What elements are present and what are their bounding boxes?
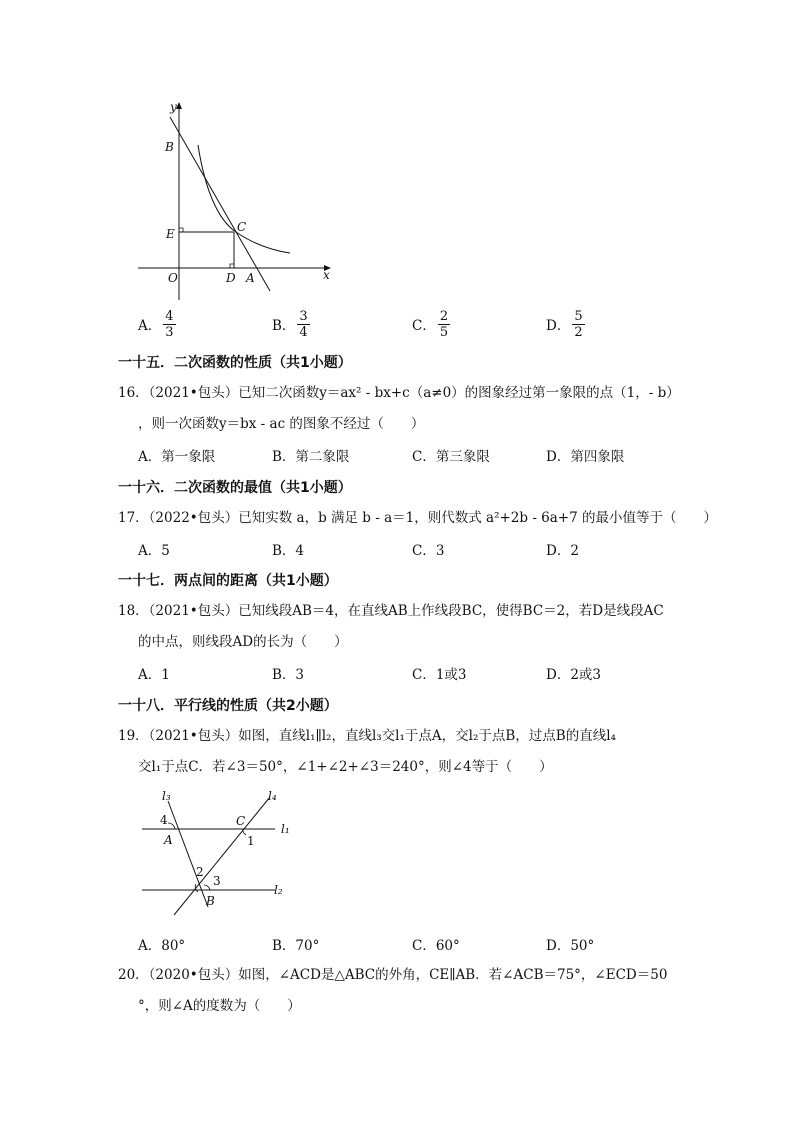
- angle-arc-2: [195, 884, 198, 892]
- angle-arc-4: [168, 823, 175, 829]
- q20-line1: 20．（2020•包头）如图，∠ACD是△ABC的外角，CE∥AB．若∠ACB＝75°，∠ECD＝50: [118, 967, 668, 983]
- label-3: 3: [213, 874, 221, 888]
- label-l2: l₂: [274, 883, 283, 897]
- section-heading-16: 一十六．二次函数的最值（共1小题）: [118, 480, 352, 496]
- label-a2: A: [164, 833, 173, 847]
- label-c2: C: [236, 814, 246, 828]
- q18-option-a[interactable]: A．1: [138, 667, 170, 683]
- right-angle-mark-d: [230, 264, 234, 268]
- q17-option-c[interactable]: C．3: [412, 543, 445, 559]
- q18-option-d[interactable]: D．2或3: [546, 667, 602, 683]
- q18-options: [138, 663, 698, 683]
- label-l1: l₁: [281, 822, 290, 836]
- q19-option-c[interactable]: C．60°: [412, 938, 460, 954]
- label-l3: l₃: [162, 789, 171, 803]
- q19-option-d[interactable]: D．50°: [546, 938, 595, 954]
- q18-line2: 的中点，则线段AD的长为（ ）: [138, 634, 348, 650]
- label-o: O: [168, 271, 178, 285]
- line-l3: [168, 801, 208, 907]
- q17-option-b[interactable]: B．4: [272, 543, 305, 559]
- label-2: 2: [196, 865, 204, 879]
- q19-option-b[interactable]: B．70°: [272, 938, 320, 954]
- q19-option-a[interactable]: A．80°: [138, 938, 186, 954]
- section-heading-15: 一十五．二次函数的性质（共1小题）: [118, 355, 352, 371]
- section-heading-18: 一十八．平行线的性质（共2小题）: [118, 698, 338, 714]
- hyperbola-curve: [198, 145, 290, 253]
- section-heading-17: 一十七．两点间的距离（共1小题）: [118, 573, 338, 589]
- label-d: D: [226, 271, 236, 285]
- q16-option-c[interactable]: C．第三象限: [412, 449, 490, 465]
- label-x: x: [323, 268, 330, 282]
- q18-option-c[interactable]: C．1或3: [412, 667, 467, 683]
- q17-options: [138, 539, 698, 559]
- q15-option-b[interactable]: B． $\frac{3}{4}$: [272, 308, 308, 340]
- q15-option-c[interactable]: C． $\frac{2}{5}$: [412, 308, 449, 340]
- angle-arc-3: [204, 885, 210, 890]
- label-1: 1: [247, 834, 255, 848]
- q18-option-b[interactable]: B．3: [272, 667, 305, 683]
- q17-option-a[interactable]: A．5: [138, 543, 170, 559]
- q15-option-d[interactable]: D． $\frac{5}{2}$: [546, 308, 583, 340]
- q16-option-b[interactable]: B．第二象限: [272, 449, 350, 465]
- label-l4: l₄: [268, 789, 277, 803]
- graph-figure: [130, 95, 340, 310]
- q16-option-a[interactable]: A．第一象限: [138, 449, 216, 465]
- q19-options: [138, 934, 698, 954]
- q16-option-d[interactable]: D．第四象限: [546, 449, 625, 465]
- line-ab: [170, 117, 270, 291]
- q19-line1: 19．（2021•包头）如图，直线l₁∥l₂，直线l₃交l₁于点A，交l₂于点B，过点B的直线l₄: [118, 728, 616, 744]
- q16-options: [138, 445, 698, 465]
- label-b2: B: [206, 894, 215, 908]
- q15-option-a[interactable]: A． $\frac{4}{3}$: [138, 308, 174, 340]
- q17-line1: 17．（2022•包头）已知实数 a，b 满足 b - a＝1，则代数式 a²+2b - 6a+7 的最小值等于（ ）: [118, 510, 718, 526]
- label-c: C: [237, 220, 247, 234]
- q17-option-d[interactable]: D．2: [546, 543, 579, 559]
- right-angle-mark-e: [179, 228, 183, 232]
- q19-line2: 交l₁于点C．若∠3＝50°，∠1+∠2+∠3＝240°，则∠4等于（ ）: [138, 759, 553, 775]
- label-e: E: [166, 227, 175, 241]
- label-4: 4: [160, 813, 168, 827]
- label-y: y: [170, 100, 177, 114]
- parallel-lines-figure: [130, 785, 310, 920]
- q15-options: [138, 302, 698, 346]
- q16-line2: ，则一次函数y＝bx - ac 的图象不经过（ ）: [138, 416, 425, 432]
- label-a: A: [246, 271, 255, 285]
- q20-line2: °，则∠A的度数为（ ）: [138, 998, 301, 1014]
- q16-line1: 16．（2021•包头）已知二次函数y＝ax² - bx+c（a≠0）的图象经过第一象限的点（1，- b）: [118, 385, 680, 401]
- label-b: B: [165, 140, 174, 154]
- q18-line1: 18．（2021•包头）已知线段AB＝4，在直线AB上作线段BC，使得BC＝2，若D是线段AC: [118, 603, 664, 619]
